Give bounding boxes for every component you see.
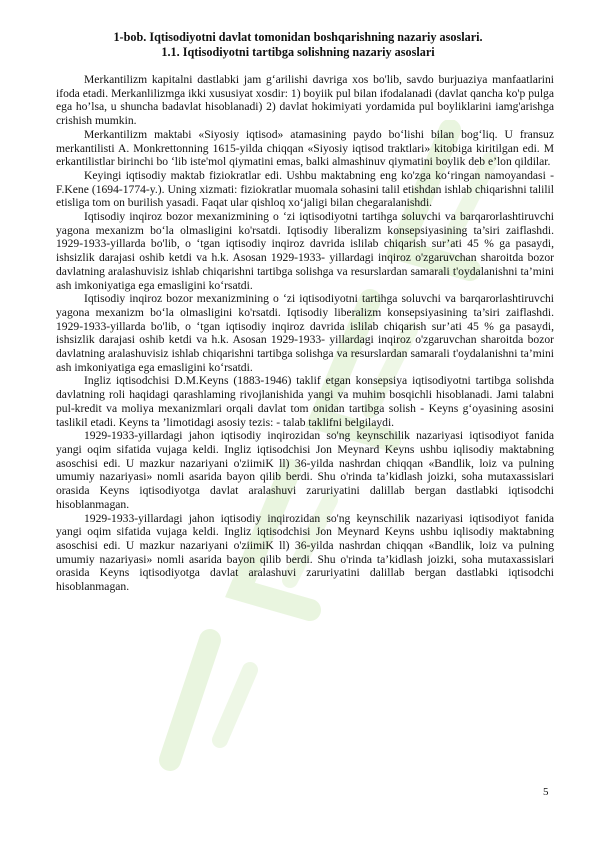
paragraph: Merkantilizm maktabi «Siyosiy iqtisod» atamasining paydo bo‘lishi bilan bog‘liq. U fransuz merkantilisti A. Monkrettonning 1615-yilda chiqqan «Siyosiy iqtisod traktlari» kitobiga kiritilgan edi. M erkantilistlar birinchi bo ‘lib iste'mol qiymatini emas, balki almashinuv qiymatini boylik deb e’lon qildilar.: [56, 127, 554, 169]
paragraph: Iqtisodiy inqiroz bozor mexanizmining o ‘zi iqtisodiyotni tartihga soluvchi va barqarorlashtiruvchi yagona mexanizm bo‘la olmasligini ko'rsatdi. Iqtisodiy liberalizm konsepsiyasining ta’siri zaiflashdi. 1929-1933-yillarda bo'lib, o ‘tgan iqtisodiy inqiroz davrida islilab chiqarish sur’ati 45 % ga pasaydi, ishsizlik darajasi oshib ketdi va h.k. Asosan 1929-1933- yillardagi inqiroz o'zgaruvchan sharoitda bozor davlatning aralashuvisiz ishlab chiqarishni tartibga solishga va resurslardan samarali t'oydalanishni ta’mini ash imkoniyatiga ega emasligini ko‘rsatdi.: [56, 292, 554, 374]
page-number: 5: [543, 786, 549, 798]
body-text: [56, 73, 554, 594]
paragraph: Keyingi iqtisodiy maktab fiziokratlar edi. Ushbu maktabning eng ko'zga ko‘ringan namoyandasi - F.Kene (1694-1774-y.). Uning xizmati: fiziokratlar muomala sohasini talil etishdan ishlab chiqarishni talilil etisliga tom on burilish yasadi. Faqat ular qishloq xo‘jaligi bilan chegaralanishdi.: [56, 168, 554, 210]
paragraph: Ingliz iqtisodchisi D.M.Keyns (1883-1946) taklif etgan konsepsiya iqtisodiyotni tartibga solishda davlatning roli haqidagi qarashlaming rivojlanishida yangi va muhim bosqichli hisoblanadi. Jami talabni pul-kredit va moliya mexanizmlari orqali davlat tom onidan tartibga solish - Keyns g‘oyasining asosini taslikil etadi. Keyns ta ’limotidagi asosiy tezis: - talab taklifni belgilaydi.: [56, 374, 554, 429]
paragraph: 1929-1933-yillardagi jahon iqtisodiy inqirozidan so'ng keynschilik nazariyasi iqtisodiyot fanida yangi oqim sifatida vujaga keldi. Ingliz iqtisodchisi Jon Meynard Keyns ushbu iqlisodiy maktabning asoschisi edi. U mazkur nazariyani o'ziimiK ll) 36-yilda nashrdan chiqqan «Bandlik, loiz va pulning umumiy nazariyasi» nomli asarida bayon qilib berdi. Shu o'rinda ta’kidlash joizki, soha mutaxassislari orasida Keyns iqtisodiyotga davlat aralashuvi zaruriyatini dalillab bergan dastlabki iqtisodchi hisoblanmagan.: [56, 429, 554, 511]
section-title: 1.1. Iqtisodiyotni tartibga solishning nazariy asoslari: [161, 45, 435, 59]
paragraph: Iqtisodiy inqiroz bozor mexanizmining o ‘zi iqtisodiyotni tartihga soluvchi va barqarorlashtiruvchi yagona mexanizm bo‘la olmasligini ko'rsatdi. Iqtisodiy liberalizm konsepsiyasining ta’siri zaiflashdi. 1929-1933-yillarda bo'lib, o ‘tgan iqtisodiy inqiroz davrida islilab chiqarish sur’ati 45 % ga pasaydi, ishsizlik darajasi oshib ketdi va h.k. Asosan 1929-1933- yillardagi inqiroz o'zgaruvchan sharoitda bozor davlatning aralashuvisiz ishlab chiqarishni tartibga solishga va resurslardan samarali t'oydalanishni ta’mini ash imkoniyatiga ega emasligini ko‘rsatdi.: [56, 210, 554, 292]
chapter-title: 1-bob. Iqtisodiyotni davlat tomonidan boshqarishning nazariy asoslari.: [113, 30, 483, 44]
paragraph: Merkantilizm kapitalni dastlabki jam g‘arilishi davriga xos bo'lib, savdo burjuaziya manfaatlarini ifoda etadi. Merkanlilizmga ikki xususiyat xosdir: 1) boyiik pul bilan ifodalanadi (davlat qancha ko'p pulga ega ho’lsa, u shuncha badavlat hisoblanadi) 2) davlat hokimiyati yordamida pul boyliklarini iamg'arishga crishish mumkin.: [56, 73, 554, 128]
paragraph: 1929-1933-yillardagi jahon iqtisodiy inqirozidan so'ng keynschilik nazariyasi iqtisodiyot fanida yangi oqim sifatida vujaga keldi. Ingliz iqtisodchisi Jon Meynard Keyns ushbu iqlisodiy maktabning asoschisi edi. U mazkur nazariyani o'ziimiK ll) 36-yilda nashrdan chiqqan «Bandlik, loiz va pulning umumiy nazariyasi» nomli asarida bayon qilib berdi. Shu o'rinda ta’kidlash joizki, soha mutaxassislari orasida Keyns iqtisodiyotga davlat aralashuvi zaruriyatini dalillab bergan dastlabki iqtisodchi hisoblanmagan.: [56, 511, 554, 594]
